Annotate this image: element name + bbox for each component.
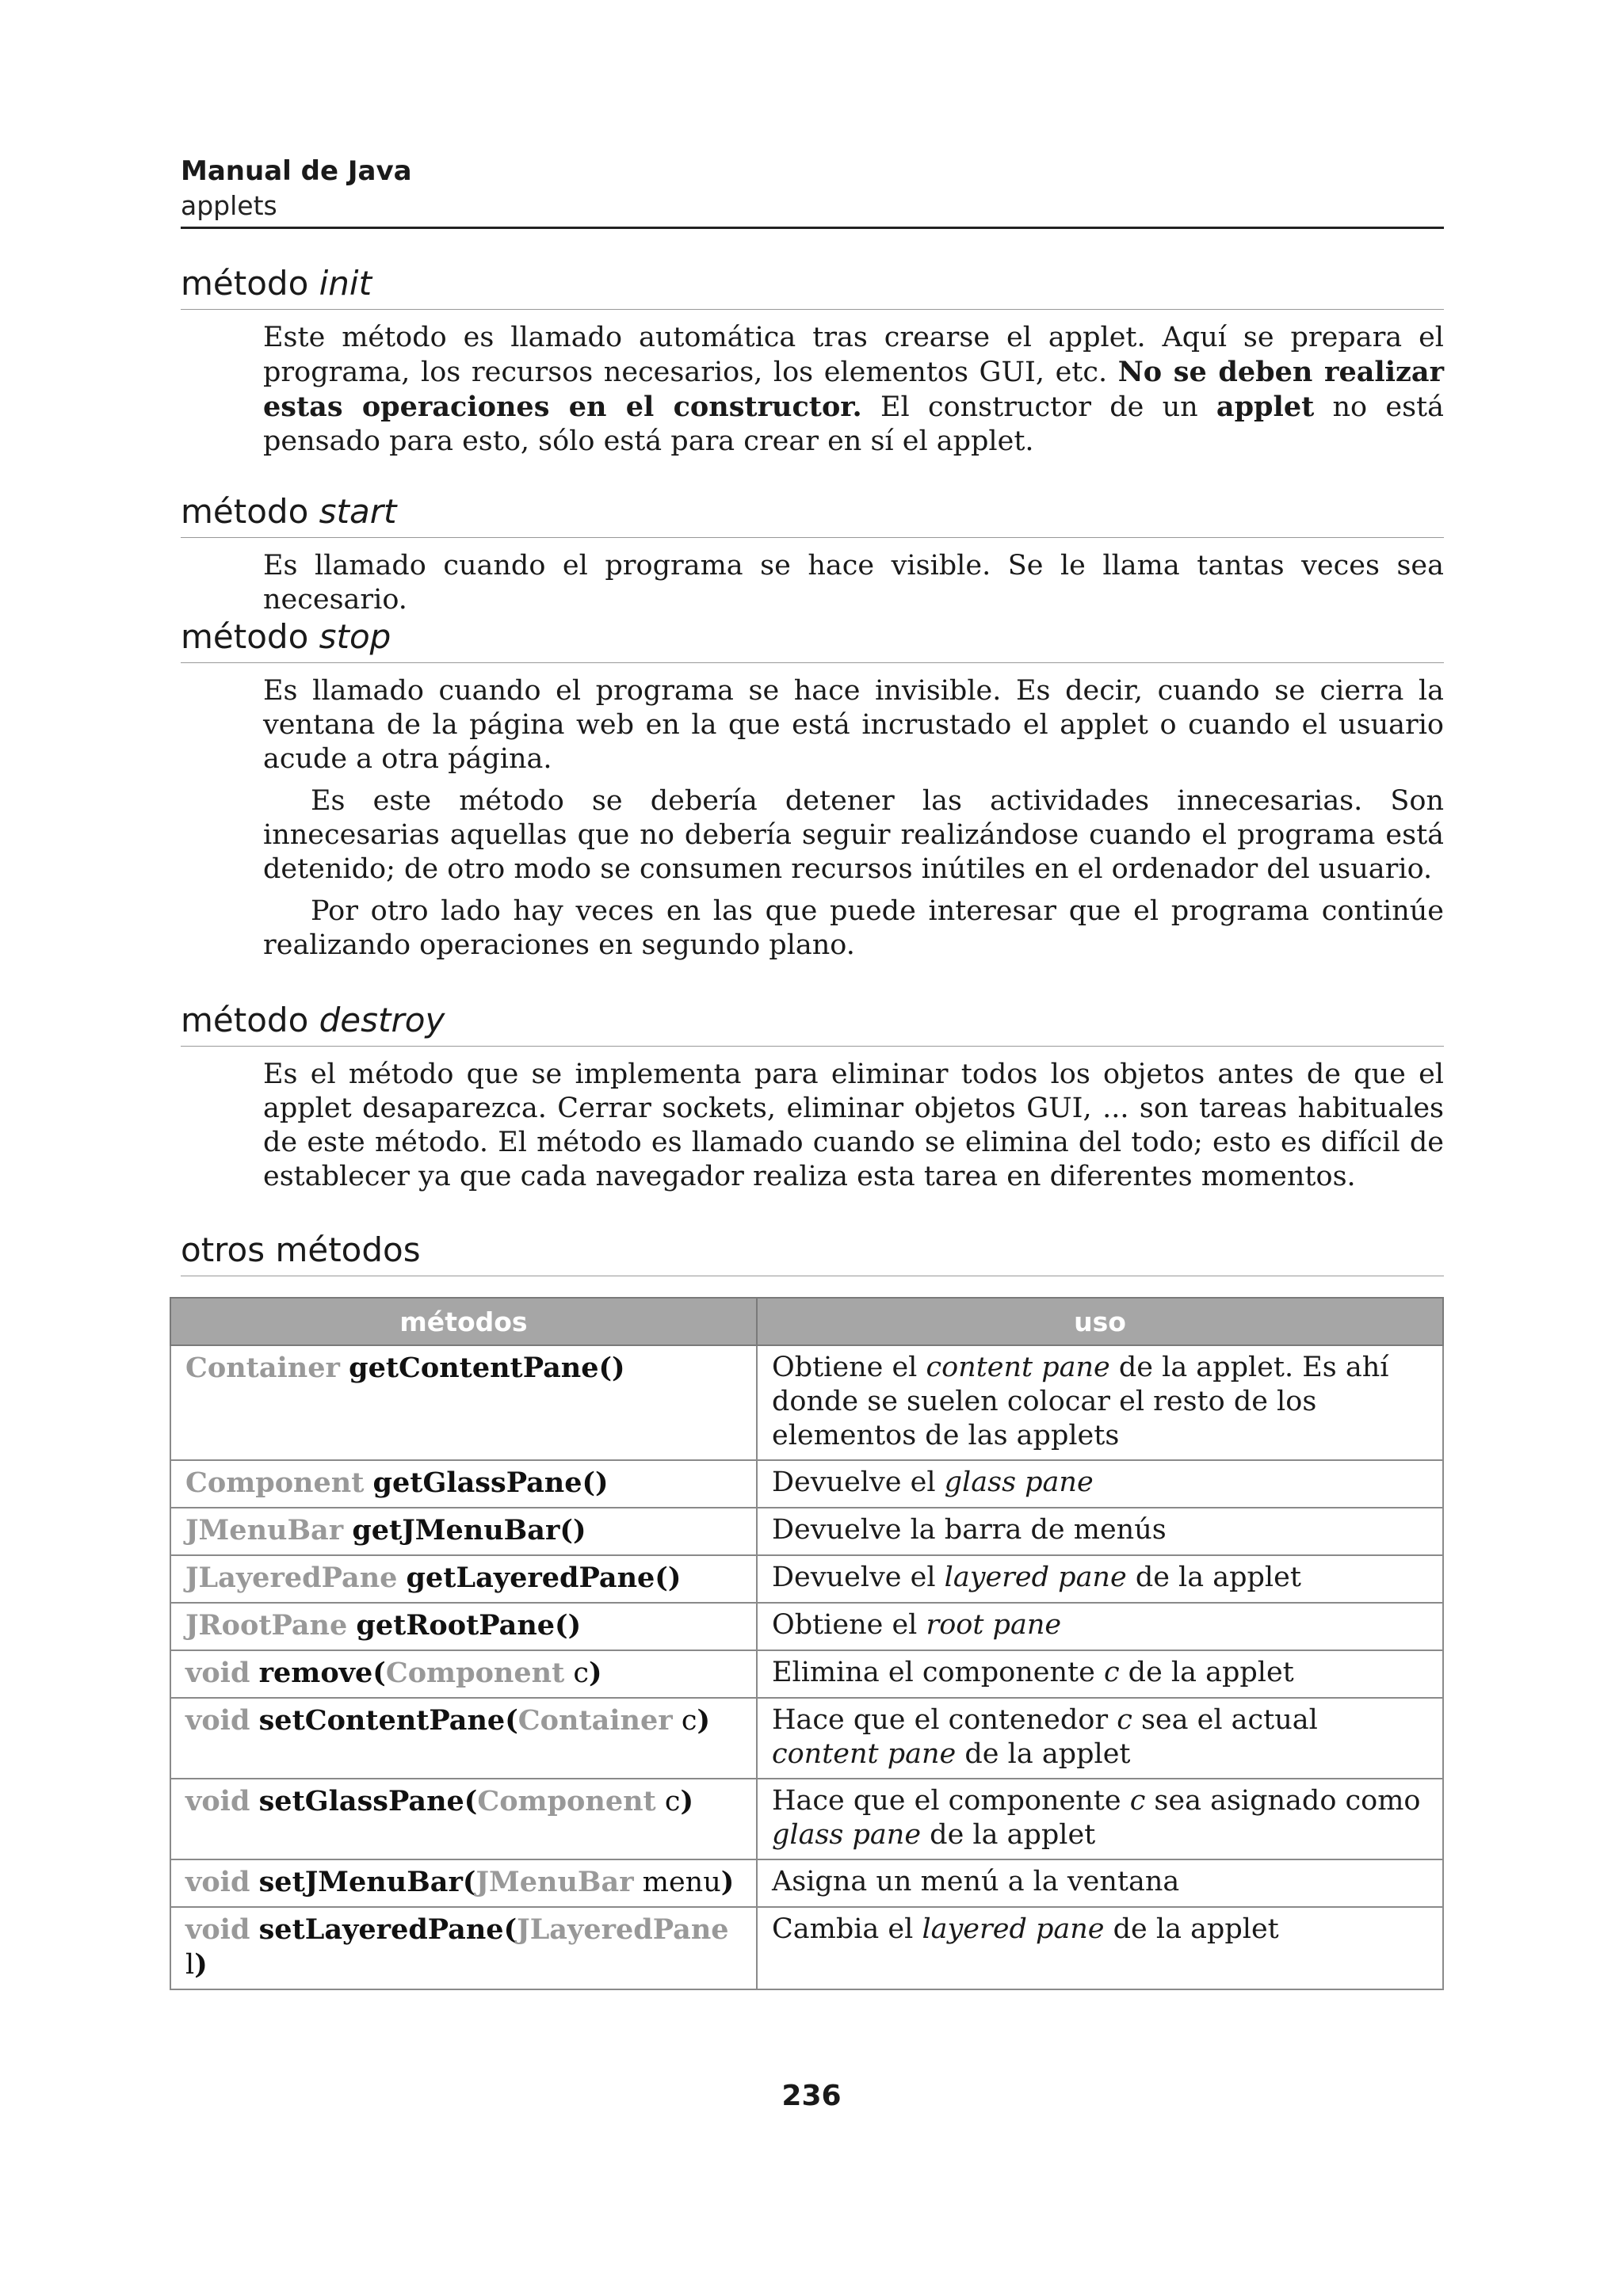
paragraph: Es este método se debería detener las actividades innecesarias. Son innecesarias aquellas que no debería seguir realizándose cuando el programa está detenido; de otro modo se consumen recursos inútiles en el ordenador del usuario. [263, 785, 1444, 885]
column-header: métodos [170, 1298, 757, 1345]
section-heading: método stop [181, 615, 1444, 663]
method-cell: void setJMenuBar(JMenuBar menu) [170, 1859, 757, 1907]
column-header: uso [757, 1298, 1443, 1345]
section-stop [181, 615, 1444, 963]
section-start [181, 490, 1444, 617]
section-body [263, 321, 1444, 459]
table-row [170, 1698, 1443, 1779]
usage-cell: Elimina el componente c de la applet [757, 1650, 1443, 1698]
usage-cell: Cambia el layered pane de la applet [757, 1907, 1443, 1989]
section-heading: método start [181, 490, 1444, 538]
usage-cell: Asigna un menú a la ventana [757, 1859, 1443, 1907]
method-cell: void setLayeredPane(JLayeredPane l) [170, 1907, 757, 1989]
table-row [170, 1650, 1443, 1698]
chapter-name: applets [181, 190, 277, 221]
table-row [170, 1345, 1443, 1460]
table-row [170, 1603, 1443, 1650]
page-number: 236 [781, 2080, 842, 2112]
section-heading: método destroy [181, 998, 1444, 1047]
method-cell: JLayeredPane getLayeredPane() [170, 1555, 757, 1603]
methods-table [170, 1297, 1444, 1990]
table-row [170, 1508, 1443, 1555]
table-row [170, 1907, 1443, 1989]
usage-cell: Obtiene el content pane de la applet. Es ahí donde se suelen colocar el resto de los elementos de las applets [757, 1345, 1443, 1460]
book-title: Manual de Java [181, 155, 412, 187]
paragraph: Por otro lado hay veces en las que puede interesar que el programa continúe realizando operaciones en segundo plano. [263, 895, 1444, 961]
table-row [170, 1779, 1443, 1859]
usage-cell: Devuelve la barra de menús [757, 1508, 1443, 1555]
usage-cell: Obtiene el root pane [757, 1603, 1443, 1650]
method-cell: JMenuBar getJMenuBar() [170, 1508, 757, 1555]
usage-cell: Hace que el contenedor c sea el actual content pane de la applet [757, 1698, 1443, 1779]
table-header-row [170, 1298, 1443, 1345]
running-header [181, 154, 1444, 229]
usage-cell: Devuelve el glass pane [757, 1460, 1443, 1508]
section-destroy [181, 998, 1444, 1194]
method-cell: void setContentPane(Container c) [170, 1698, 757, 1779]
section-otros [181, 1228, 1444, 1276]
section-body [263, 549, 1444, 617]
table-row [170, 1859, 1443, 1907]
table-row [170, 1555, 1443, 1603]
method-cell: Component getGlassPane() [170, 1460, 757, 1508]
table-row [170, 1460, 1443, 1508]
method-cell: Container getContentPane() [170, 1345, 757, 1460]
usage-cell: Devuelve el layered pane de la applet [757, 1555, 1443, 1603]
section-heading: método init [181, 261, 1444, 310]
method-cell: void setGlassPane(Component c) [170, 1779, 757, 1859]
method-cell: void remove(Component c) [170, 1650, 757, 1698]
usage-cell: Hace que el componente c sea asignado como glass pane de la applet [757, 1779, 1443, 1859]
paragraph: Es el método que se implementa para eliminar todos los objetos antes de que el applet desaparezca. Cerrar sockets, eliminar objetos GUI, ... son tareas habituales de este método. El método es llamado cuando se elimina del todo; esto es difícil de establecer ya que cada navegador realiza esta tarea en diferentes momentos. [263, 1058, 1444, 1192]
section-body [263, 674, 1444, 963]
section-init [181, 261, 1444, 459]
method-cell: JRootPane getRootPane() [170, 1603, 757, 1650]
section-body [263, 1058, 1444, 1194]
paragraph: Es llamado cuando el programa se hace visible. Se le llama tantas veces sea necesario. [263, 550, 1444, 616]
section-heading: otros métodos [181, 1228, 1444, 1276]
paragraph: Es llamado cuando el programa se hace invisible. Es decir, cuando se cierra la ventana de la página web en la que está incrustado el applet o cuando el usuario acude a otra página. [263, 675, 1444, 775]
paragraph: Este método es llamado automática tras crearse el applet. Aquí se prepara el programa, los recursos necesarios, los elementos GUI, etc. No se deben realizar estas operaciones en el constructor. El constructor de un applet no está pensado para esto, sólo está para crear en sí el applet. [263, 322, 1445, 457]
